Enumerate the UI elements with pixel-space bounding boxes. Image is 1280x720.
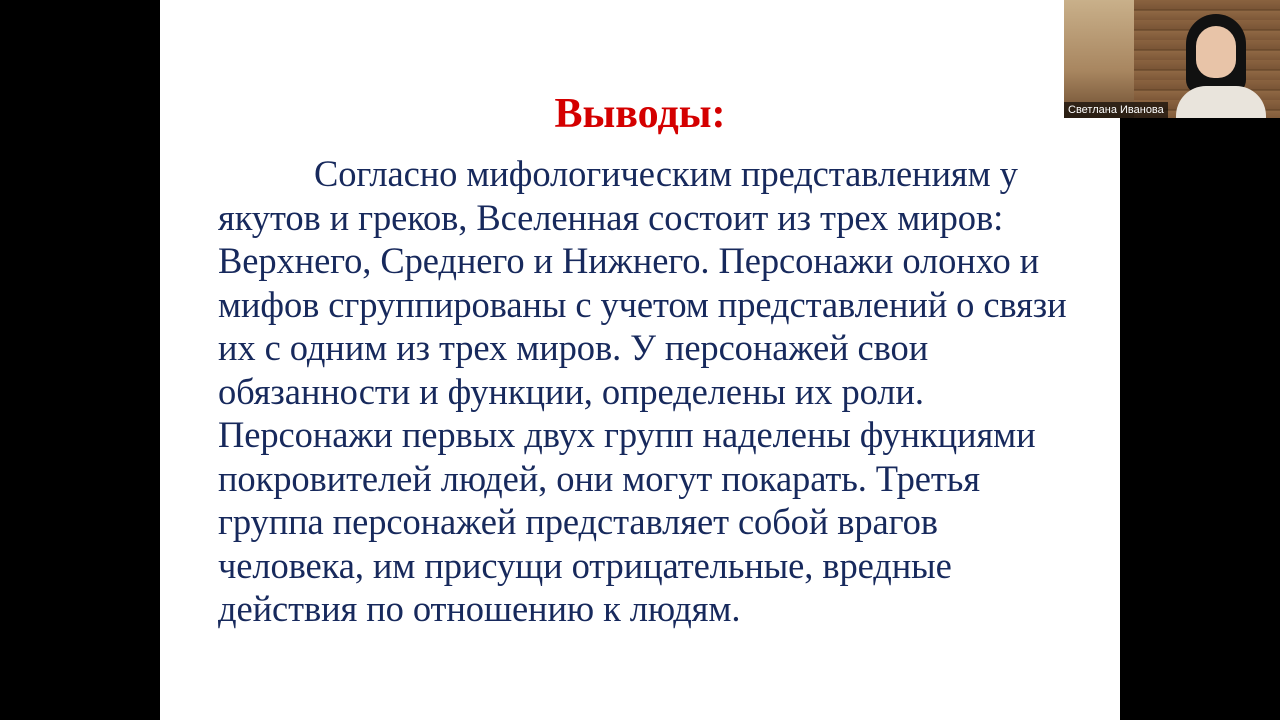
participant-avatar	[1176, 14, 1266, 118]
participant-shoulders	[1176, 86, 1266, 118]
participant-face	[1196, 26, 1236, 78]
shared-slide	[160, 0, 1120, 720]
slide-body-text: Согласно мифологическим представлениям у якутов и греков, Вселенная состоит из трех миров: Верхнего, Среднего и Нижнего. Персонажи олонхо и мифов сгруппированы с учетом представлений о связи их с одним из трех миров. У персонажей свои обязанности и функции, определены их роли. Персонажи первых двух групп наделены функциями покровителей людей, они могут покарать. Третья группа персонажей представляет собой врагов человека, им присущи отрицательные, вредные действия по отношению к людям.	[218, 153, 1067, 629]
participant-name-label: Светлана Иванова	[1064, 102, 1168, 118]
video-window-light	[1064, 0, 1134, 118]
participant-video-tile[interactable]	[1064, 0, 1280, 118]
slide-title: Выводы:	[554, 91, 726, 137]
